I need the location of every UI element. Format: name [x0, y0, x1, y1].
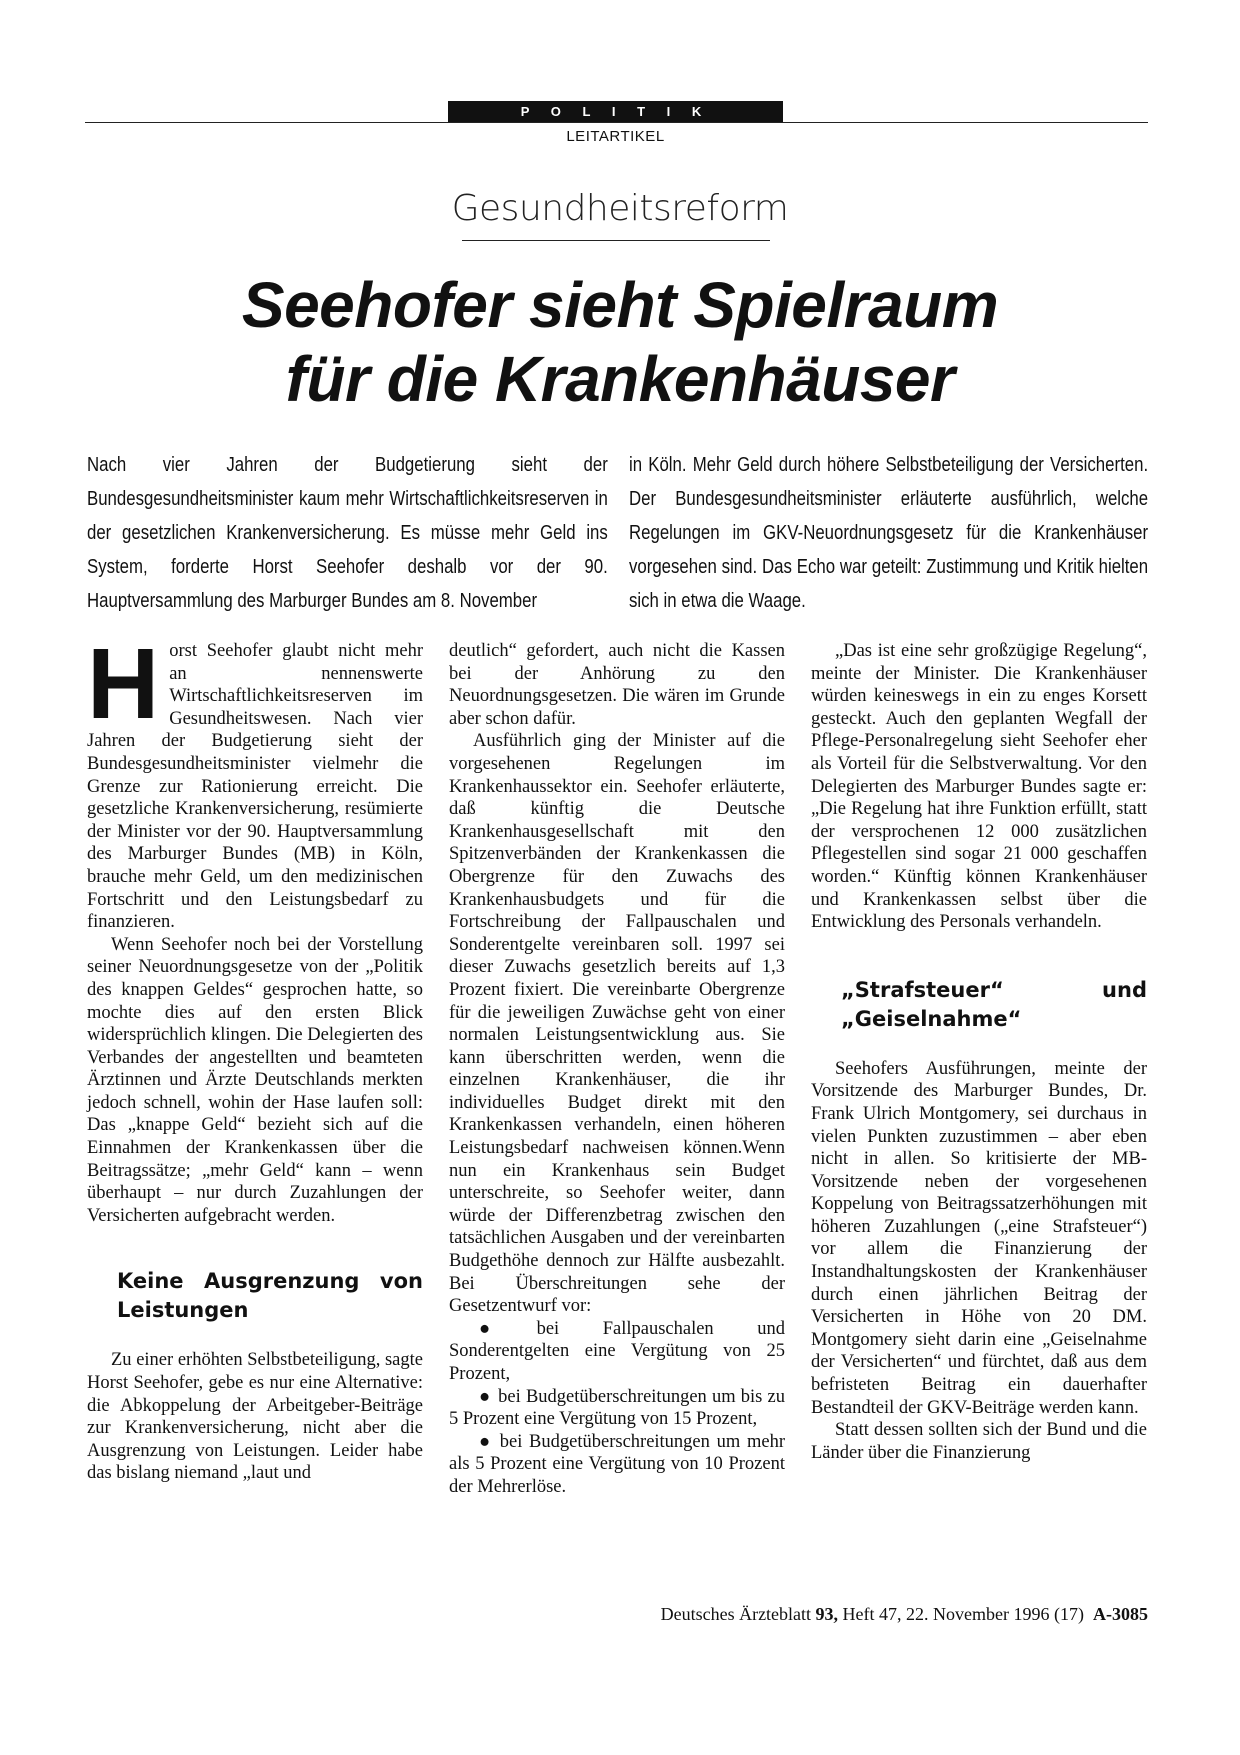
column-2 — [449, 640, 785, 1499]
list-item — [449, 1318, 785, 1386]
subheading: Keine Ausgrenzung von Leistungen — [117, 1269, 423, 1323]
list-item-text: bei Budgetüberschreitungen um bis zu 5 Prozent eine Vergütung von 15 Prozent, — [449, 1386, 785, 1430]
headline — [0, 268, 1240, 416]
bullet-icon: ● — [479, 1386, 491, 1407]
list-item-text: bei Budgetüberschreitungen um mehr als 5 Prozent eine Vergütung von 10 Prozent der Mehrerlöse. — [449, 1431, 786, 1497]
drop-cap: H — [87, 628, 160, 740]
list-item-text: bei Fallpauschalen und Sonderentgelten eine Vergütung von 25 Prozent, — [449, 1318, 785, 1384]
column-3 — [811, 640, 1147, 1464]
page-number: A-3085 — [1093, 1604, 1148, 1624]
bullet-icon: ● — [479, 1431, 491, 1452]
kicker-underline — [462, 240, 770, 241]
paragraph: Statt dessen sollten sich der Bund und die Länder über die Finanzierung — [811, 1420, 1147, 1463]
headline-line-1: Seehofer sieht Spielraum — [241, 269, 999, 341]
bullet-icon: ● — [479, 1318, 491, 1339]
paragraph: Wenn Seehofer noch bei der Vorstellung seiner Neuordnungsgesetze von der „Politik des knappen Geldes“ gesprochen hatte, so mochte dies auf den ersten Blick widersprüchlich klingen. Die Delegierten des Verbandes der angestellten und beamteten Ärztinnen und Ärzte Deutschlands merkten jedoch schnell, wohin der Hase laufen soll: Das „knappe Geld“ bezieht sich auf die Einnahmen der Krankenkassen über die Beitragssätze; „mehr Geld“ kann – wenn überhaupt – nur durch Zuzahlungen der Versicherten aufgebracht werden. — [87, 934, 423, 1226]
paragraph: „Das ist eine sehr großzügige Regelung“, meinte der Minister. Die Krankenhäuser würden keineswegs in ein zu enges Korsett gesteckt. Auch den geplanten Wegfall der Pflege-Personalregelung sieht Seehofer eher als Vorteil für die Selbstverwaltung. Vor den Delegierten des Marburger Bundes sagte er: „Die Regelung hat ihre Funktion erfüllt, statt der versprochenen 12 000 zusätzlichen Pflegestellen sind sogar 21 000 geschaffen worden.“ Künftig können Krankenhäuser und Krankenkassen selbst über die Entwicklung des Personals verhandeln. — [811, 641, 1147, 933]
paragraph-text: orst Seehofer glaubt nicht mehr an nennenswerte Wirtschaftlichkeitsreserven im Gesundheitswesen. Nach vier Jahren der Budgetierung sieht der Bundesgesundheitsminister vielmehr die Grenze zur Rationierung erreicht. Die gesetzliche Krankenversicherung, resümierte der Minister vor der 90. Hauptversammlung des Marburger Bundes (MB) in Köln, brauche mehr Geld, um den medizinischen Fortschritt und den Leistungsbedarf zu finanzieren. — [87, 641, 423, 933]
issue-info: Heft 47, 22. November 1996 (17) — [842, 1604, 1084, 1624]
bullet-list — [449, 1318, 785, 1499]
subheading: „Strafsteuer“ und „Geiselnahme“ — [841, 977, 1147, 1031]
lead-left: Nach vier Jahren der Budgetierung sieht der Bundesgesundheitsminister kaum mehr Wirtschaftlichkeitsreserven in der gesetzlichen Krankenversicherung. Es müsse mehr Geld ins System, forderte Horst Seehofer deshalb vor der 90. Hauptversammlung des Marburger Bundes am 8. November — [87, 454, 608, 612]
volume-number: 93, — [815, 1604, 839, 1624]
lead-right: in Köln. Mehr Geld durch höhere Selbstbeteiligung der Versicherten. Der Bundesgesundheitsminister erläuterte ausführlich, welche Regelungen im GKV-Neuordnungsgesetz für die Krankenhäuser vorgesehen sind. Das Echo war geteilt: Zustimmung und Kritik hielten sich in etwa die Waage. — [629, 454, 1149, 612]
list-item — [449, 1386, 785, 1431]
section-label: P O L I T I K — [448, 101, 783, 123]
paragraph: deutlich“ gefordert, auch nicht die Kassen bei der Anhörung zu den Neuordnungsgesetzen. Die wären im Grunde aber schon dafür. — [449, 641, 785, 729]
list-item — [449, 1431, 785, 1499]
page-footer — [661, 1604, 1148, 1625]
column-1 — [87, 628, 423, 1485]
paragraph: Ausführlich ging der Minister auf die vorgesehenen Regelungen im Krankenhaussektor ein. Seehofer erläuterte, daß künftig die Deutsche Krankenhausgesellschaft mit den Spitzenverbänden der Krankenkassen die Obergrenze für den Zuwachs des Krankenhausbudgets und für die Fortschreibung der Fallpauschalen und Sonderentgelte vereinbaren soll. 1997 sei dieser Zuwachs gesetzlich bereits auf 1,3 Prozent fixiert. Die vereinbarte Obergrenze für die jeweiligen Zuwächse geht von einer normalen Leistungsentwicklung aus. Sie kann überschritten werden, wenn die einzelnen Krankenhäuser, die ihr individuelles Budget direkt mit den Krankenkassen verhandeln, einen höheren Leistungsbedarf nachweisen können.Wenn nun ein Krankenhaus sein Budget unterschreite, so Seehofer weiter, dann würde der Differenzbetrag zwischen den tatsächlichen Ausgaben und der vereinbarten Budgethöhe dennoch zur Hälfte ausbezahlt. Bei Überschreitungen sehe der Gesetzentwurf vor: — [449, 731, 785, 1317]
header-rule — [85, 122, 1148, 123]
section-subtitle: LEITARTIKEL — [566, 128, 665, 145]
paragraph — [87, 628, 423, 934]
paragraph: Seehofers Ausführungen, meinte der Vorsitzende des Marburger Bundes, Dr. Frank Ulrich Montgomery, sei durchaus in vielen Punkten zuzustimmen – aber eben nicht in allen. So kritisierte der MB-Vorsitzende neben der vorgesehenen Koppelung von Beitragssatzerhöhungen mit höheren Zuzahlungen („eine Strafsteuer“) vor allem die Finanzierung der Instandhaltungskosten der Krankenhäuser durch einen jährlichen Beitrag der Versicherten in Höhe von 20 DM. Montgomery sieht darin eine „Geiselnahme der Versicherten“ und fürchtet, daß aus dem befristeten Beitrag ein dauerhafter Bestandteil der GKV-Beiträge werden kann. — [811, 1058, 1147, 1418]
journal-name: Deutsches Ärzteblatt — [660, 1604, 812, 1624]
paragraph: Zu einer erhöhten Selbstbeteiligung, sagte Horst Seehofer, gebe es nur eine Alternative: die Abkoppelung der Arbeitgeber-Beiträge zur Krankenversicherung, nicht aber die Ausgrenzung von Leistungen. Leider habe das bislang niemand „laut und — [87, 1350, 423, 1484]
kicker: Gesundheitsreform — [451, 188, 789, 229]
headline-line-2: für die Krankenhäuser — [285, 343, 955, 415]
